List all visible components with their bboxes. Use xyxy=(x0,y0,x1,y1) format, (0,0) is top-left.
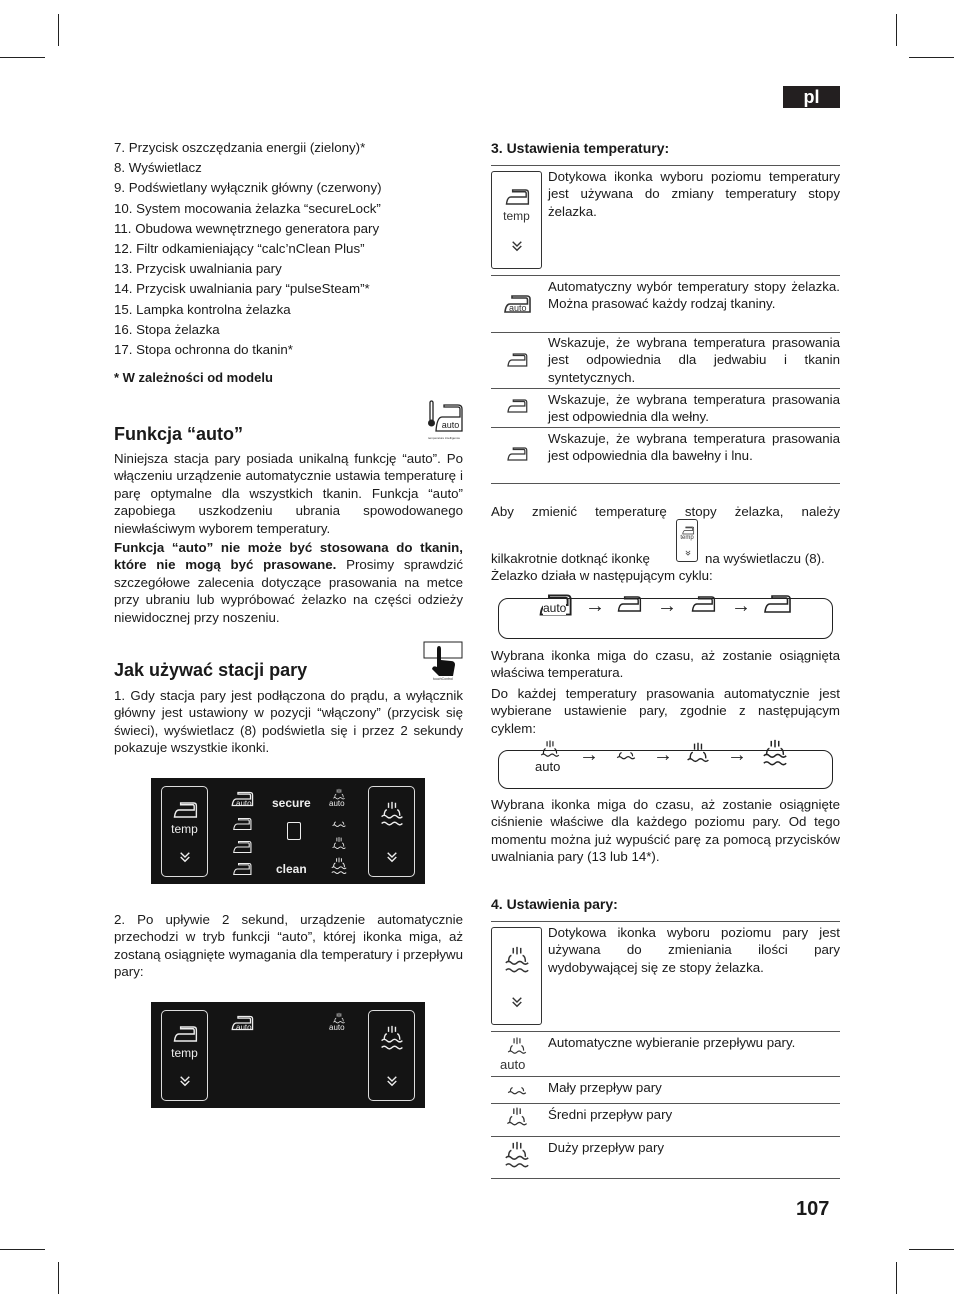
touch-icon-caption: touchControl xyxy=(433,677,453,681)
steam-medium-icon xyxy=(331,836,347,852)
arrow-icon: → xyxy=(727,744,747,766)
steam-low-icon xyxy=(331,815,347,831)
steam-auto-icon xyxy=(537,739,563,761)
auto-section-title: Funkcja “auto” xyxy=(114,424,244,444)
temp-touch-button[interactable] xyxy=(161,1010,208,1101)
auto-description: Niniejsza stacja pary posiada unikalną funkcję “auto”. Po włączeniu urządzenie automatycznie ustawia temperaturę i parę optymalne dla wszystkich tkanin. Funkcja “auto” zapobiega uszkodzeniu ubrania spowodowanego niewłaściwym wyborem temperatury. xyxy=(114,451,463,536)
divider xyxy=(491,1136,840,1137)
steam-auto-label: auto xyxy=(329,799,345,808)
iron-1-dot-icon xyxy=(505,352,529,368)
auto-icon-caption: temperature intelligence xyxy=(427,436,461,440)
language-badge: pl xyxy=(783,86,840,108)
iron-2-dots-icon xyxy=(689,594,717,614)
divider xyxy=(491,165,840,166)
crop-mark xyxy=(909,1249,954,1250)
temp-label: temp xyxy=(171,822,198,836)
change-temp-text-3: Żelazko działa w następującym cyklu: xyxy=(491,568,713,583)
iron-3-dots-icon xyxy=(505,446,529,462)
list-item: 15. Lampka kontrolna żelazka xyxy=(114,301,291,317)
list-item: 16. Stopa żelazka xyxy=(114,321,220,337)
crop-mark xyxy=(0,1249,45,1250)
divider xyxy=(491,332,840,333)
temperature-cycle xyxy=(498,595,833,639)
crop-mark xyxy=(896,1262,897,1294)
steam-high-icon xyxy=(761,739,789,767)
steam-medium-icon xyxy=(685,741,711,767)
list-item: 8. Wyświetlacz xyxy=(114,160,202,176)
temp-row-text: Automatyczny wybór temperatury stopy żelazka. Można prasować każdy rodzaj tkaniny. xyxy=(548,279,840,312)
use-step-1: 1. Gdy stacja pary jest podłączona do prądu, a wyłącznik główny jest ustawiony w pozycji “włączony” (przycisk się świeci), wyświetlacz (8) podświetla się i przez 2 sekundy pokazuje wszystkie ikonki. xyxy=(114,688,463,756)
steam-high-icon xyxy=(503,1141,531,1169)
temp-touch-button[interactable] xyxy=(161,786,208,877)
iron-2-dots-icon xyxy=(505,398,529,414)
steam-row-text: Mały przepływ pary xyxy=(548,1080,662,1095)
steam-auto-label: auto xyxy=(500,1057,526,1072)
list-item: 13. Przycisk uwalniania pary xyxy=(114,261,282,277)
arrow-icon: → xyxy=(731,595,751,617)
crop-mark xyxy=(58,1262,59,1294)
auto-icon-label: auto xyxy=(441,420,460,430)
iron-3-dots-icon xyxy=(231,861,253,877)
change-temp-text-2a: kilkakrotnie dotknąć ikonkę xyxy=(491,551,650,566)
steam-high-icon xyxy=(330,857,348,875)
descale-icon xyxy=(287,822,301,840)
cycle-steam-auto-label: auto xyxy=(535,759,561,774)
temp-section-title: 3. Ustawienia temperatury: xyxy=(491,140,670,156)
divider xyxy=(491,1103,840,1104)
iron-2-dots-icon xyxy=(231,839,253,855)
steam-auto-icon xyxy=(503,1036,531,1058)
divider xyxy=(491,483,840,484)
steam-row-text: Automatyczne wybieranie przepływu pary. xyxy=(548,1035,796,1050)
arrow-icon: → xyxy=(585,595,605,617)
list-item: 12. Filtr odkamieniający “calc’nClean Plus” xyxy=(114,240,365,256)
page-number: 107 xyxy=(796,1198,830,1220)
list-item: 11. Obudowa wewnętrznego generatora pary xyxy=(114,220,380,236)
crop-mark xyxy=(909,57,954,58)
change-temp-text: Aby zmienić temperaturę stopy żelazka, należy xyxy=(491,504,840,519)
auto-warning-rest: Prosimy sprawdzić szczegółowe zalecenia dotyczące prasowania na metce przy ubraniu lub wypróbować żelazko na części odzieży niewidocznej przy noszeniu. xyxy=(114,557,463,625)
secure-label: secure xyxy=(272,796,311,810)
steam-touch-button[interactable] xyxy=(368,786,415,877)
crop-mark xyxy=(0,57,45,58)
parts-list xyxy=(114,139,454,361)
footnote: * W zależności od modelu xyxy=(114,370,273,385)
touch-control-icon xyxy=(423,641,465,681)
temp-row-text: Wskazuje, że wybrana temperatura prasowania jest odpowiednia dla bawełny i lnu. xyxy=(548,431,840,464)
temp-inline-icon xyxy=(676,519,698,562)
temp-button-icon xyxy=(491,171,542,269)
arrow-icon: → xyxy=(579,744,599,766)
display-all-icons xyxy=(151,778,425,884)
steam-section-title: 4. Ustawienia pary: xyxy=(491,896,618,912)
list-item: 10. System mocowania żelazka “secureLock” xyxy=(114,200,381,216)
steam-row-text: Dotykowa ikonka wyboru poziomu pary jest używana do zmieniania ilości pary wydobywającej się ze stopy żelazka. xyxy=(548,925,840,975)
display-auto-mode xyxy=(151,1002,425,1108)
divider xyxy=(491,1178,840,1179)
change-temp-text-2b: na wyświetlaczu (8). xyxy=(705,551,825,566)
clean-label: clean xyxy=(276,862,307,876)
temp-blink-text: Wybrana ikonka miga do czasu, aż zostanie osiągnięta właściwa temperatura. xyxy=(491,648,840,681)
steam-cycle xyxy=(498,744,833,789)
auto-label: auto xyxy=(236,1023,252,1032)
list-item: 17. Stopa ochronna do tkanin* xyxy=(114,341,293,357)
steam-medium-icon xyxy=(505,1106,529,1130)
iron-1-dot-icon xyxy=(615,594,643,614)
arrow-icon: → xyxy=(657,595,677,617)
temp-inline-label: temp xyxy=(680,535,694,541)
auto-iron-label: auto xyxy=(509,303,527,313)
auto-warning-bold: Funkcja “auto” nie może być stosowana do tkanin, które nie mogą być prasowane. xyxy=(114,540,463,573)
temp-row-text: Dotykowa ikonka wyboru poziomu temperatury jest używana do zmiany temperatury stopy żelazka. xyxy=(548,169,840,219)
divider xyxy=(491,921,840,922)
steam-auto-text: Do każdej temperatury prasowania automatycznie jest wybierane ustawienie pary, zgodnie z następującym cyklem: xyxy=(491,686,840,736)
divider xyxy=(491,1076,840,1077)
temp-button-label: temp xyxy=(503,209,530,223)
temp-row-text: Wskazuje, że wybrana temperatura prasowania jest odpowiednia dla wełny. xyxy=(548,392,840,425)
steam-row-text: Duży przepływ pary xyxy=(548,1140,665,1155)
auto-label: auto xyxy=(236,799,252,808)
list-item: 9. Podświetlany wyłącznik główny (czerwony) xyxy=(114,180,382,196)
steam-auto-label: auto xyxy=(329,1023,345,1032)
steam-blink-text: Wybrana ikonka miga do czasu, aż zostanie osiągnięte ciśnienie właściwe dla każdego poziomu pary. Od tego momentu można już wypuścić parę za pomocą przycisków uwalniania pary (13 lub 14*). xyxy=(491,797,840,865)
cycle-auto-label: auto xyxy=(543,601,567,615)
iron-3-dots-icon xyxy=(761,594,793,614)
steam-touch-button[interactable] xyxy=(368,1010,415,1101)
steam-row-text: Średni przepływ pary xyxy=(548,1107,673,1122)
list-item: 14. Przycisk uwalniania pary “pulseSteam”* xyxy=(114,281,370,297)
temp-label: temp xyxy=(171,1046,198,1060)
steam-low-icon xyxy=(615,743,637,765)
temp-row-text: Wskazuje, że wybrana temperatura prasowania jest odpowiednia dla jedwabiu i tkanin syntetycznych. xyxy=(548,335,840,385)
divider xyxy=(491,1031,840,1032)
iron-1-dot-icon xyxy=(231,816,253,832)
divider xyxy=(491,388,840,389)
divider xyxy=(491,427,840,428)
steam-low-icon xyxy=(506,1078,528,1100)
arrow-icon: → xyxy=(653,744,673,766)
auto-function-icon xyxy=(424,399,464,441)
use-step-2: 2. Po upływie 2 sekund, urządzenie automatycznie przechodzi w tryb funkcji “auto”, której ikonka miga, aż zostaną osiągnięte wymagania dla temperatury i przepływu pary: xyxy=(114,912,463,980)
steam-button-icon xyxy=(491,927,542,1025)
divider xyxy=(491,275,840,276)
list-item: 7. Przycisk oszczędzania energii (zielony)* xyxy=(114,140,366,155)
crop-mark xyxy=(58,14,59,46)
use-section-title: Jak używać stacji pary xyxy=(114,660,308,680)
crop-mark xyxy=(896,14,897,46)
auto-warning xyxy=(114,539,463,626)
